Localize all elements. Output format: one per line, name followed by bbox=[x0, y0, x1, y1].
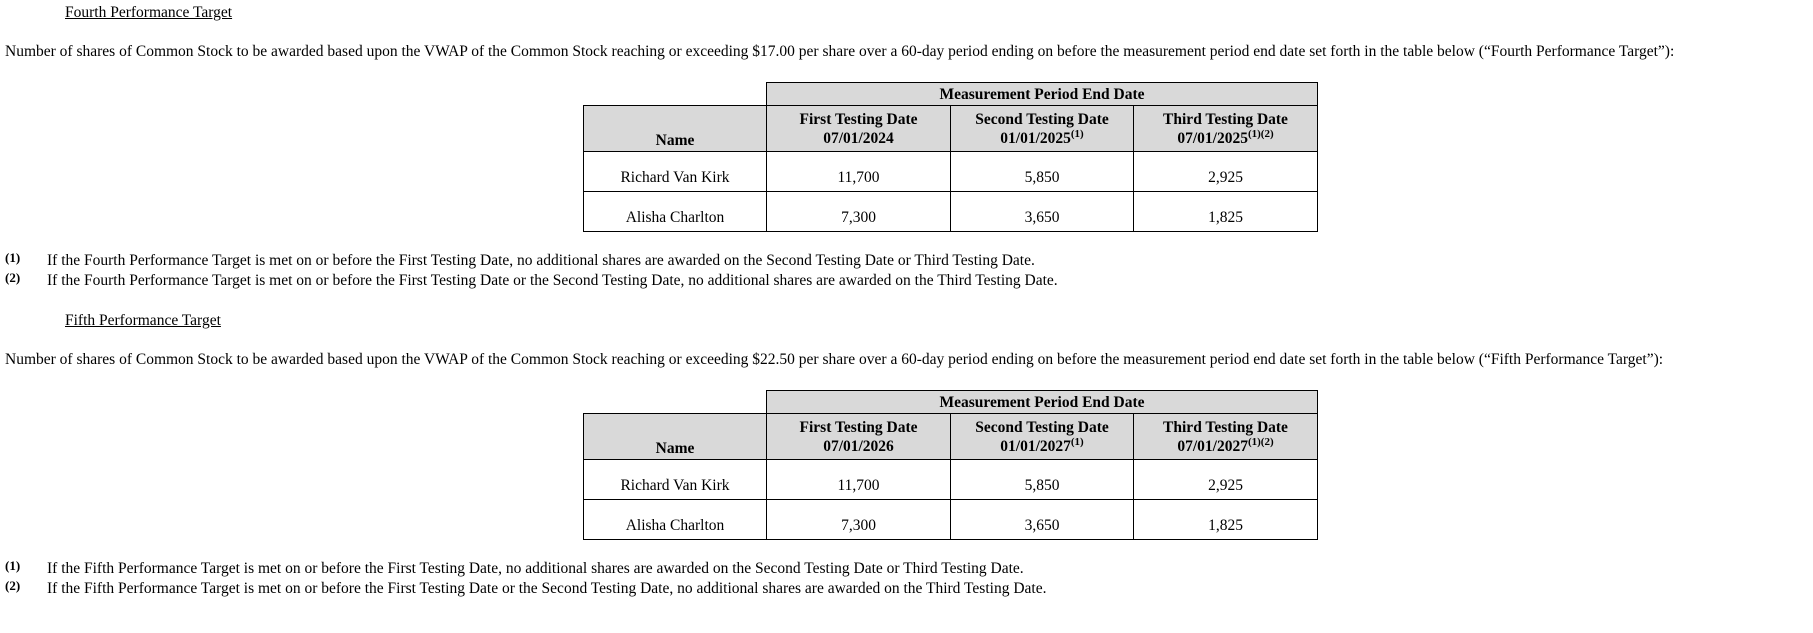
fifth-target-heading: Fifth Performance Target bbox=[65, 312, 221, 329]
footnote-text: If the Fourth Performance Target is met on or before the First Testing Date or the Second Testing Date, no additional shares are awarded on the Third Testing Date. bbox=[47, 272, 1058, 289]
name-column-header: Name bbox=[584, 414, 767, 460]
first-testing-date-header bbox=[767, 414, 951, 460]
column-title: Third Testing Date bbox=[1163, 418, 1288, 436]
table-row bbox=[584, 460, 1318, 500]
third-date-shares: 2,925 bbox=[1134, 460, 1318, 500]
footnote bbox=[5, 250, 1035, 270]
table-row bbox=[584, 152, 1318, 192]
second-testing-date-header bbox=[951, 414, 1134, 460]
footnote-mark: (2) bbox=[5, 578, 21, 593]
footnote-text: If the Fourth Performance Target is met on or before the First Testing Date, no additional shares are awarded on the Second Testing Date or Third Testing Date. bbox=[47, 252, 1035, 269]
third-testing-date-header bbox=[1134, 106, 1318, 152]
fifth-target-table bbox=[583, 390, 1318, 540]
measurement-period-header: Measurement Period End Date bbox=[767, 83, 1318, 106]
footnote bbox=[5, 270, 1058, 290]
first-testing-date-header bbox=[767, 106, 951, 152]
column-title: Second Testing Date bbox=[975, 110, 1109, 128]
footnote-text: If the Fifth Performance Target is met on or before the First Testing Date or the Second Testing Date, no additional shares are awarded on the Third Testing Date. bbox=[47, 580, 1047, 597]
fourth-target-intro: Number of shares of Common Stock to be awarded based upon the VWAP of the Common Stock reaching or exceeding $17.00 per share over a 60-day period ending on before the measurement period end date set forth in the table below (“Fourth Performance Target”): bbox=[5, 43, 1675, 60]
row-name: Alisha Charlton bbox=[584, 500, 767, 540]
first-date-shares: 11,700 bbox=[767, 152, 951, 192]
column-title: First Testing Date bbox=[799, 418, 918, 436]
table-row bbox=[584, 500, 1318, 540]
footnote-ref: (1) bbox=[1070, 127, 1084, 140]
column-date: 01/01/2027 bbox=[1000, 437, 1071, 455]
column-date: 07/01/2027 bbox=[1177, 437, 1248, 455]
column-date: 01/01/2025 bbox=[1000, 129, 1071, 147]
third-testing-date-header bbox=[1134, 414, 1318, 460]
column-date: 07/01/2025 bbox=[1177, 129, 1248, 147]
second-date-shares: 3,650 bbox=[951, 192, 1134, 232]
table-row bbox=[584, 192, 1318, 232]
footnote-mark: (1) bbox=[5, 558, 21, 573]
fourth-target-heading: Fourth Performance Target bbox=[65, 4, 233, 21]
second-date-shares: 5,850 bbox=[951, 460, 1134, 500]
column-title: Second Testing Date bbox=[975, 418, 1109, 436]
name-column-header: Name bbox=[584, 106, 767, 152]
column-date: 07/01/2024 bbox=[823, 129, 894, 147]
first-date-shares: 11,700 bbox=[767, 460, 951, 500]
footnote bbox=[5, 558, 1024, 578]
third-date-shares: 1,825 bbox=[1134, 500, 1318, 540]
footnote-ref: (1) bbox=[1070, 435, 1084, 448]
second-date-shares: 5,850 bbox=[951, 152, 1134, 192]
footnote bbox=[5, 578, 1046, 598]
fourth-target-table bbox=[583, 82, 1318, 232]
column-title: Third Testing Date bbox=[1163, 110, 1288, 128]
column-date: 07/01/2026 bbox=[823, 437, 894, 455]
row-name: Alisha Charlton bbox=[584, 192, 767, 232]
second-testing-date-header bbox=[951, 106, 1134, 152]
second-date-shares: 3,650 bbox=[951, 500, 1134, 540]
footnote-mark: (1) bbox=[5, 250, 21, 265]
first-date-shares: 7,300 bbox=[767, 192, 951, 232]
table-corner bbox=[584, 83, 767, 106]
third-date-shares: 1,825 bbox=[1134, 192, 1318, 232]
footnote-ref: (1)(2) bbox=[1247, 435, 1274, 448]
footnote-ref: (1)(2) bbox=[1247, 127, 1274, 140]
first-date-shares: 7,300 bbox=[767, 500, 951, 540]
footnote-text: If the Fifth Performance Target is met on or before the First Testing Date, no additional shares are awarded on the Second Testing Date or Third Testing Date. bbox=[47, 560, 1024, 577]
footnote-mark: (2) bbox=[5, 270, 21, 285]
measurement-period-header: Measurement Period End Date bbox=[767, 391, 1318, 414]
fifth-target-intro: Number of shares of Common Stock to be awarded based upon the VWAP of the Common Stock reaching or exceeding $22.50 per share over a 60-day period ending on before the measurement period end date set forth in the table below (“Fifth Performance Target”): bbox=[5, 351, 1664, 368]
row-name: Richard Van Kirk bbox=[584, 152, 767, 192]
third-date-shares: 2,925 bbox=[1134, 152, 1318, 192]
column-title: First Testing Date bbox=[799, 110, 918, 128]
row-name: Richard Van Kirk bbox=[584, 460, 767, 500]
table-corner bbox=[584, 391, 767, 414]
